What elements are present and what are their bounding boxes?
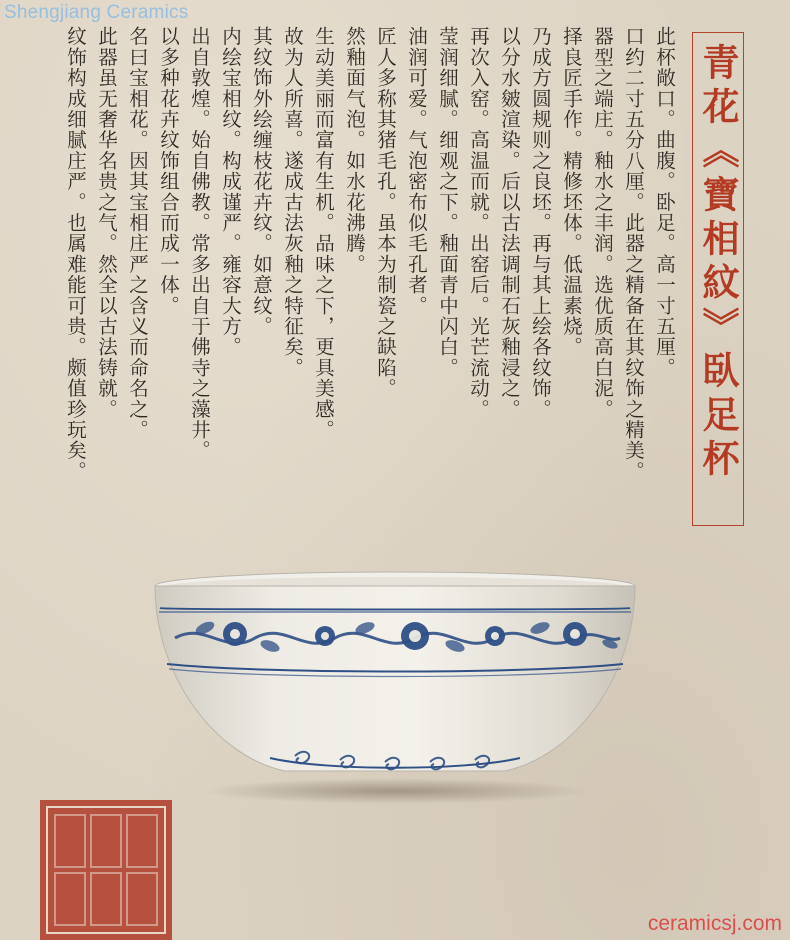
text-column: 然釉面气泡。如水花沸腾。 [343,26,366,275]
watermark-bottom-right: ceramicsj.com [647,912,782,935]
bowl-image [145,566,645,796]
text-column: 油润可爱。气泡密布似毛孔者。 [405,26,428,316]
text-column: 其纹饰外绘缠枝花卉纹。如意纹。 [250,26,273,337]
seal-glyph [126,872,158,926]
text-column: 故为人所喜。遂成古法灰釉之特征矣。 [281,26,304,378]
text-column: 名曰宝相花。因其宝相庄严之含义而命名之。 [126,26,149,440]
text-column: 乃成方圆规则之良坯。再与其上绘各纹饰。 [529,26,552,420]
text-column: 此器虽无奢华名贵之气。然全以古法铸就。 [95,26,118,420]
text-column: 再次入窑。高温而就。出窑后。光芒流动。 [467,26,490,420]
text-column: 此杯敞口。曲腹。卧足。高一寸五厘。 [653,26,676,378]
seal-glyph [90,872,122,926]
text-column: 以多种花卉纹饰组合而成一体。 [157,26,180,316]
text-column: 莹润细腻。细观之下。釉面青中闪白。 [436,26,459,378]
text-column: 纹饰构成细腻庄严。也属难能可贵。颇值珍玩矣。 [64,26,87,482]
text-column: 以分水皴渲染。后以古法调制石灰釉浸之。 [498,26,521,420]
title-text: 青花《寶相紋》臥足杯 [696,43,740,483]
text-column: 内绘宝相纹。构成谨严。雍容大方。 [219,26,242,358]
text-column: 口约二寸五分八厘。此器之精备在其纹饰之精美。 [622,26,645,482]
text-column: 出自敦煌。始自佛教。常多出自于佛寺之藻井。 [188,26,211,461]
red-seal-stamp [40,800,172,940]
seal-inner [46,806,166,934]
text-column: 器型之端庄。釉水之丰润。选优质高白泥。 [591,26,614,420]
seal-glyph [90,814,122,868]
seal-glyph [126,814,158,868]
vertical-text-block [40,26,680,546]
text-column: 择良匠手作。精修坯体。低温素烧。 [560,26,583,358]
bowl-svg [145,566,645,796]
title-box [692,32,744,526]
watermark-top-left: Shengjiang Ceramics [4,2,189,23]
text-column: 生动美丽而富有生机。品味之下，更具美感。 [312,26,335,440]
seal-glyph [54,872,86,926]
seal-glyph [54,814,86,868]
text-column: 匠人多称其猪毛孔。虽本为制瓷之缺陷。 [374,26,397,399]
